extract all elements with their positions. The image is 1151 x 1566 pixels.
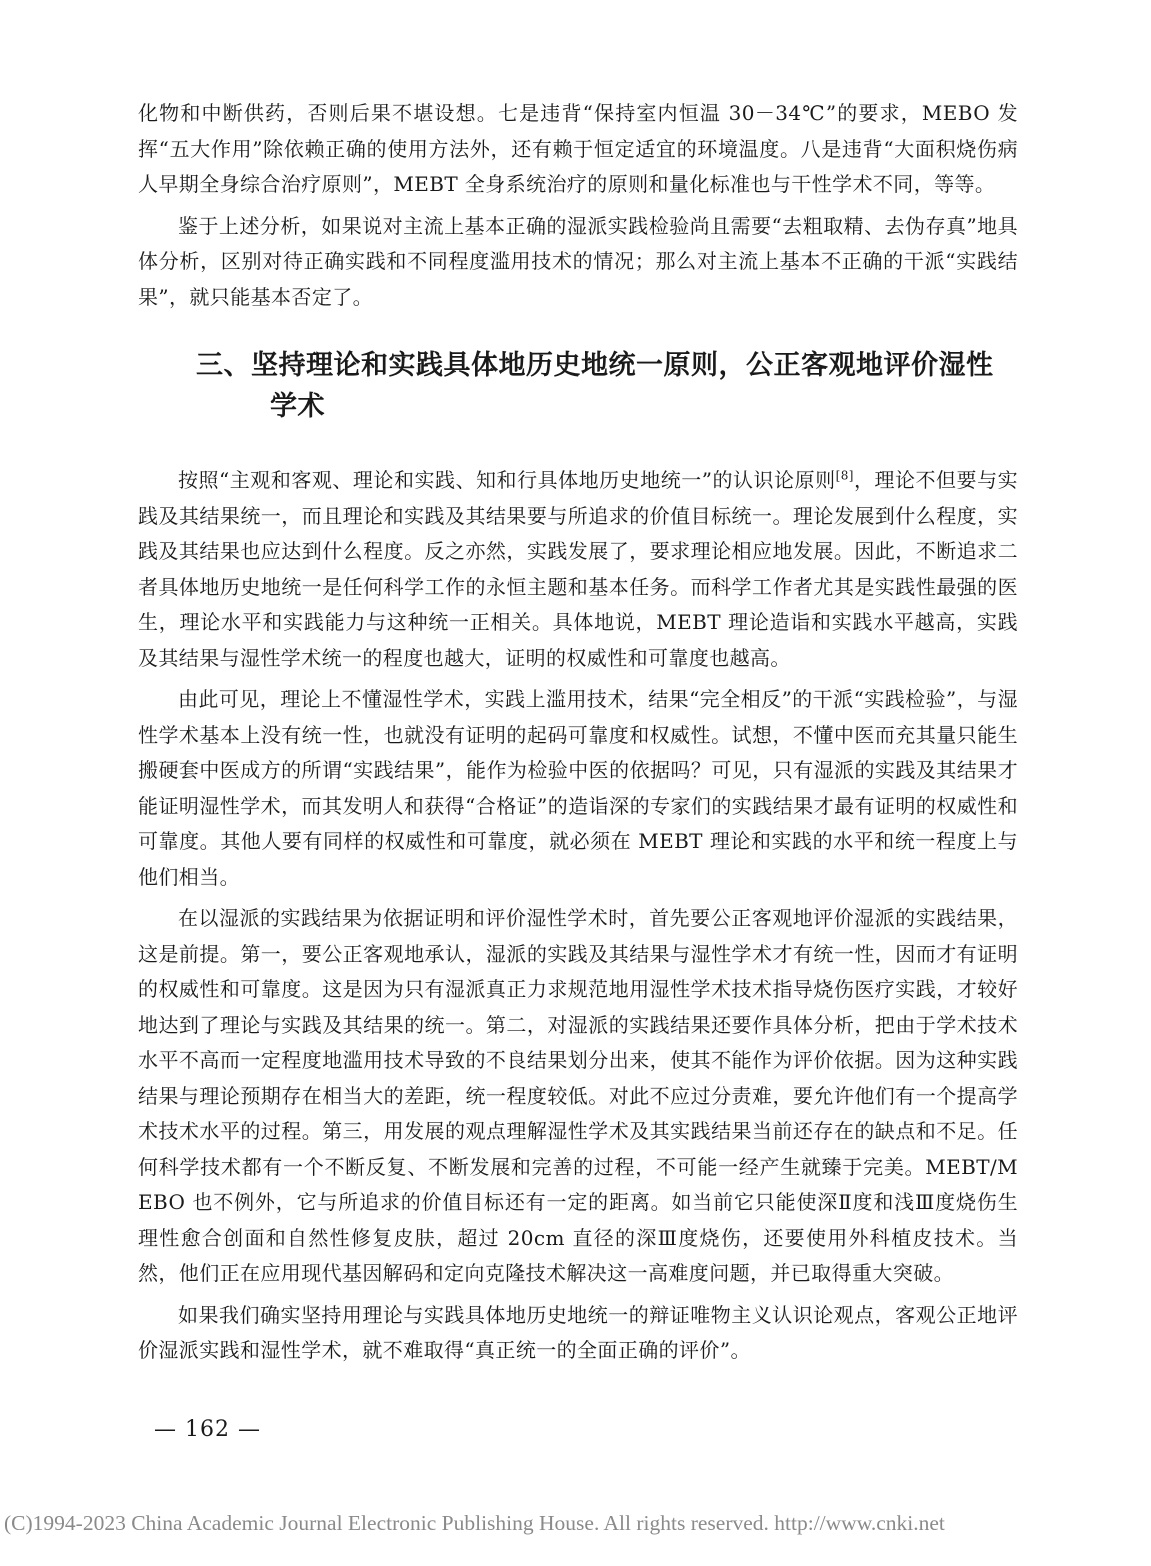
section-heading-line1: 三、坚持理论和实践具体地历史地统一原则，公正客观地评价湿性	[196, 350, 994, 381]
paragraph-final: 如果我们确实坚持用理论与实践具体地历史地统一的辩证唯物主义认识论观点，客观公正地评价湿派实践和湿性学术，就不难取得“真正统一的全面正确的评价”。	[138, 1302, 1018, 1362]
copyright-footer: (C)1994-2023 China Academic Journal Electronic Publishing House. All rights reserved. http://www.cnki.net	[4, 1511, 945, 1535]
paragraph-epistemology-principle	[138, 463, 1018, 676]
citation-reference[interactable]: [8]	[835, 468, 854, 483]
paragraph-text-part: 按照“主观和客观、理论和实践、知和行具体地历史地统一”的认识论原则	[178, 468, 836, 492]
paragraph-conclusion-practice: 由此可见，理论上不懂湿性学术，实践上滥用技术，结果“完全相反”的干派“实践检验”，与湿性学术基本上没有统一性，也就没有证明的起码可靠度和权威性。试想，不懂中医而充其量只能生搬硬套中医成方的所谓“实践结果”，能作为检验中医的依据吗？可见，只有湿派的实践及其结果才能证明湿性学术，而其发明人和获得“合格证”的造诣深的专家们的实践结果才最有证明的权威性和可靠度。其他人要有同样的权威性和可靠度，就必须在 MEBT 理论和实践的水平和统一程度上与他们相当。	[138, 687, 1018, 889]
paragraph-evaluation-steps: 在以湿派的实践结果为依据证明和评价湿性学术时，首先要公正客观地评价湿派的实践结果，这是前提。第一，要公正客观地承认，湿派的实践及其结果与湿性学术才有统一性，因而才有证明的权威性和可靠度。这是因为只有湿派真正力求规范地用湿性学术技术指导烧伤医疗实践，才较好地达到了理论与实践及其结果的统一。第二，对湿派的实践结果还要作具体分析，把由于学术技术水平不高而一定程度地滥用技术导致的不良结果划分出来，使其不能作为评价依据。因为这种实践结果与理论预期存在相当大的差距，统一程度较低。对此不应过分责难，要允许他们有一个提高学术技术水平的过程。第三，用发展的观点理解湿性学术及其实践结果当前还存在的缺点和不足。任何科学技术都有一个不断反复、不断发展和完善的过程，不可能一经产生就臻于完美。MEBT/MEBO 也不例外，它与所追求的价值目标还有一定的距离。如当前它只能使深Ⅱ度和浅Ⅲ度烧伤生理性愈合创面和自然性修复皮肤，超过 20cm 直径的深Ⅲ度烧伤，还要使用外科植皮技术。当然，他们正在应用现代基因解码和定向克隆技术解决这一高难度问题，并已取得重大突破。	[138, 906, 1018, 1285]
section-heading	[138, 345, 1018, 427]
article-body	[138, 96, 1018, 1369]
paragraph-text-part: ，理论不但要与实践及其结果统一，而且理论和实践及其结果要与所追求的价值目标统一。理论发展到什么程度，实践及其结果也应达到什么程度。反之亦然，实践发展了，要求理论相应地发展。因此，不断追求二者具体地历史地统一是任何科学工作的永恒主题和基本任务。而科学工作者尤其是实践性最强的医生，理论水平和实践能力与这种统一正相关。具体地说，MEBT 理论造诣和实践水平越高，实践及其结果与湿性学术统一的程度也越大，证明的权威性和可靠度也越高。	[138, 468, 1018, 670]
paragraph-analysis-summary: 鉴于上述分析，如果说对主流上基本正确的湿派实践检验尚且需要“去粗取精、去伪存真”地具体分析，区别对待正确实践和不同程度滥用技术的情况；那么对主流上基本不正确的干派“实践结果”，就只能基本否定了。	[138, 213, 1018, 309]
page-number: — 162 —	[154, 1417, 261, 1442]
section-heading-line2: 学术	[270, 391, 325, 422]
paragraph-continued: 化物和中断供药，否则后果不堪设想。七是违背“保持室内恒温 30－34℃”的要求，MEBO 发挥“五大作用”除依赖正确的使用方法外，还有赖于恒定适宜的环境温度。八是违背“大面积烧伤病人早期全身综合治疗原则”，MEBT 全身系统治疗的原则和量化标准也与干性学术不同，等等。	[138, 101, 1018, 196]
